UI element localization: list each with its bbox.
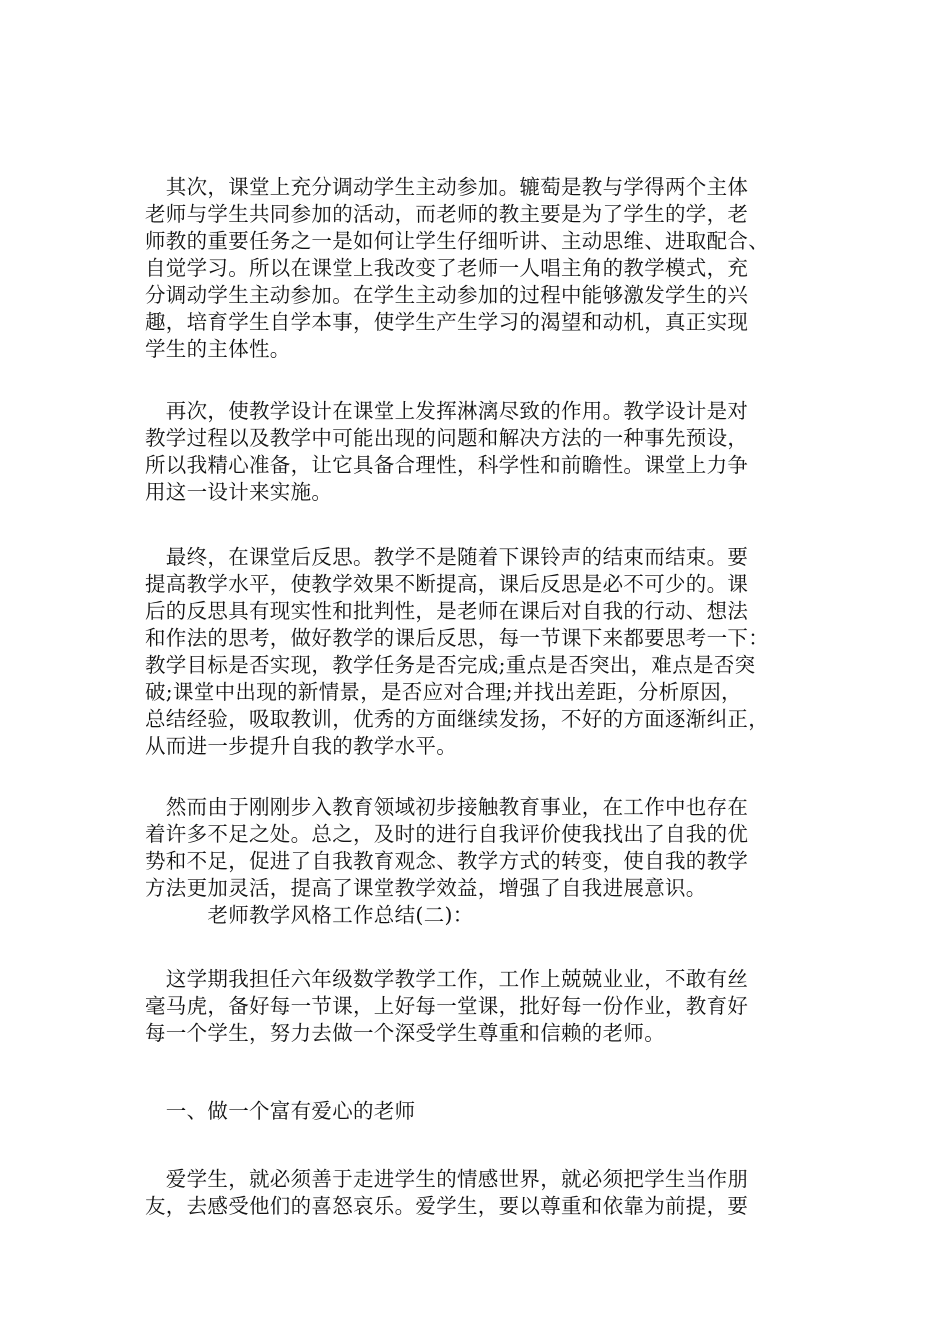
text-line: 着许多不足之处。总之，及时的进行自我评价使我找出了自我的优 bbox=[145, 822, 749, 846]
text-line: 分调动学生主动参加。在学生主动参加的过程中能够激发学生的兴 bbox=[145, 283, 749, 307]
text-line: 和作法的思考，做好教学的课后反思，每一节课下来都要思考一下： bbox=[145, 626, 769, 650]
text-line: 从而进一步提升自我的教学水平。 bbox=[145, 734, 457, 758]
text-line: 所以我精心准备，让它具备合理性，科学性和前瞻性。课堂上力争 bbox=[145, 453, 749, 477]
text-line: 用这一设计来实施。 bbox=[145, 480, 333, 504]
text-line: 后的反思具有现实性和批判性，是老师在课后对自我的行动、想法 bbox=[145, 599, 749, 623]
text-line: 自觉学习。所以在课堂上我改变了老师一人唱主角的教学模式，充 bbox=[145, 256, 749, 280]
text-line: 老师与学生共同参加的活动，而老师的教主要是为了学生的学，老 bbox=[145, 202, 749, 226]
paragraph-love-students bbox=[145, 1166, 825, 1220]
text-line: 教学目标是否实现，教学任务是否完成;重点是否突出，难点是否突 bbox=[145, 653, 756, 677]
heading-line: 一、做一个富有爱心的老师 bbox=[145, 1099, 416, 1123]
text-line: 趣，培育学生自学本事，使学生产生学习的渴望和动机，真正实现 bbox=[145, 310, 749, 334]
text-line: 学生的主体性。 bbox=[145, 337, 291, 361]
paragraph-reflection bbox=[145, 544, 825, 760]
text-line: 总结经验，吸取教训，优秀的方面继续发扬，不好的方面逐渐纠正， bbox=[145, 707, 769, 731]
text-line: 爱学生，就必须善于走进学生的情感世界，就必须把学生当作朋 bbox=[145, 1167, 749, 1191]
text-line: 破;课堂中出现的新情景，是否应对合理;并找出差距，分析原因， bbox=[145, 680, 742, 704]
text-line: 每一个学生，努力去做一个深受学生尊重和信赖的老师。 bbox=[145, 1021, 665, 1045]
paragraph-shortcomings bbox=[145, 794, 825, 929]
text-line: 方法更加灵活，提高了课堂教学效益，增强了自我进展意识。 bbox=[145, 876, 707, 900]
paragraph-math-teaching bbox=[145, 966, 825, 1047]
text-line: 友，去感受他们的喜怒哀乐。爱学生，要以尊重和依靠为前提，要 bbox=[145, 1194, 749, 1218]
text-line: 势和不足，促进了自我教育观念、教学方式的转变，使自我的教学 bbox=[145, 849, 749, 873]
paragraph-classroom-participation bbox=[145, 174, 825, 363]
text-line: 教学过程以及教学中可能出现的问题和解决方法的一种事先预设， bbox=[145, 426, 749, 450]
paragraph-teaching-design bbox=[145, 398, 825, 506]
text-line: 这学期我担任六年级数学教学工作，工作上兢兢业业，不敢有丝 bbox=[145, 967, 749, 991]
section-subtitle: 老师教学风格工作总结(二)： bbox=[145, 903, 474, 927]
text-line: 其次，课堂上充分调动学生主动参加。辘萄是教与学得两个主体 bbox=[145, 175, 749, 199]
text-line: 提高教学水平，使教学效果不断提高，课后反思是必不可少的。课 bbox=[145, 572, 749, 596]
text-line: 毫马虎，备好每一节课，上好每一堂课，批好每一份作业，教育好 bbox=[145, 994, 749, 1018]
text-line: 然而由于刚刚步入教育领域初步接触教育事业，在工作中也存在 bbox=[145, 795, 749, 819]
text-line: 最终，在课堂后反思。教学不是随着下课铃声的结束而结束。要 bbox=[145, 545, 749, 569]
section-heading-caring-teacher bbox=[145, 1098, 825, 1125]
text-line: 师教的重要任务之一是如何让学生仔细听讲、主动思维、进取配合、 bbox=[145, 229, 769, 253]
text-line: 再次，使教学设计在课堂上发挥淋漓尽致的作用。教学设计是对 bbox=[145, 399, 749, 423]
